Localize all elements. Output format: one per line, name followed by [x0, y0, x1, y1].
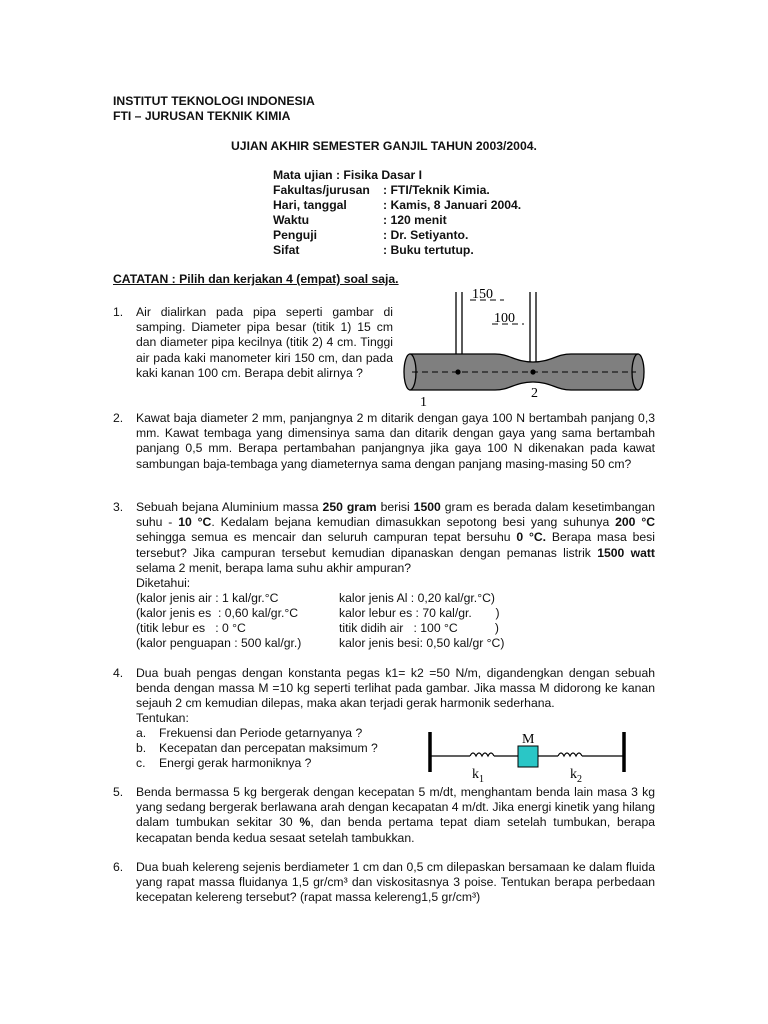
given-heading: Diketahui: — [136, 576, 191, 590]
k1-label: $k_1$ — [472, 767, 484, 785]
meta-value: : Dr. Setiyanto. — [383, 228, 469, 242]
question-text: Dua buah kelereng sejenis berdiameter 1 cm dan 0,5 cm dilepaskan bersamaan ke dalam fluida yang rapat massa fluidanya 1,5 gr/cm³ dan viskositasnya 3 poise. Tentukan berapa perbedaan kecepatan kelereng tersebut? (rapat massa kelereng1,5 gr/cm³) — [136, 860, 655, 905]
meta-row — [273, 228, 468, 243]
given-left: (titik lebur es : 0 °C — [136, 621, 246, 635]
tentukan-label: Tentukan: — [136, 711, 189, 725]
question-text: Sebuah bejana Aluminium massa 250 gram berisi 1500 gram es berada dalam kesetimbangan suhu - 10 °C. Kedalam bejana kemudian dimasukkan sepotong besi yang suhunya 200 °C sehingga semua es mencair dan seluruh campuran tepat bersuhu 0 °C. Berapa masa besi tersebut? Jika campuran tersebut kemudian dipanaskan dengan pemanas listrik 1500 watt selama 2 menit, berapa lama suhu akhir ampuran? — [136, 500, 656, 575]
sub-question-a: a. Frekuensi dan Periode getarnyanya ? — [136, 726, 363, 740]
meta-key: Penguji — [273, 228, 318, 242]
question-number: 4. — [113, 666, 124, 680]
question-3 — [113, 500, 655, 576]
question-text: Kawat baja diameter 2 mm, panjangnya 2 m ditarik dengan gaya 100 N bertambah panjang 0,3 mm. Kawat tembaga yang dimensinya sama dan ditarik dengan gaya yang sama bertambah panjang 0,5 mm. Berapa pertambahan panjangnya jika gaya 100 N dikenakan pada kawat sambungan baja-tembaga yang diameternya sama dengan panjang masing-masing 50 cm? — [136, 411, 655, 471]
left-manometer-tube — [456, 292, 462, 354]
given-right: kalor lebur es : 70 kal/gr. ) — [339, 606, 500, 620]
given-left: (kalor jenis air : 1 kal/gr.°C — [136, 591, 279, 605]
point-2-marker — [530, 369, 535, 374]
sub-question-c: c. Energi gerak harmoniknya ? — [136, 756, 312, 770]
question-number: 5. — [113, 785, 124, 799]
question-6 — [113, 860, 655, 906]
meta-row — [273, 198, 521, 213]
question-text: Benda bermassa 5 kg bergerak dengan kecepatan 5 m/dt, menghantam benda lain masa 3 kg yang sedang bergerak berlawana arah dengan kecapatan 4 m/dt. Jika energi kinetik yang hilang dalam tumbukan sekitar 30 %, dan benda pertama tepat diam setelah tumbukan, berapa kecapatan benda kedua sesaat setelah tambukkan. — [136, 785, 655, 845]
height-label-150: 150 — [472, 287, 493, 302]
institute-name: INSTITUT TEKNOLOGI INDONESIA — [113, 94, 315, 108]
question-4 — [113, 666, 655, 712]
spring-mass-figure — [422, 728, 632, 790]
height-label-100: 100 — [494, 311, 515, 326]
meta-key: Sifat — [273, 243, 300, 257]
meta-row — [273, 213, 447, 228]
venturi-pipe-figure — [400, 282, 660, 410]
mass-label: M — [522, 732, 535, 747]
instruction-note: CATATAN : Pilih dan kerjakan 4 (empat) soal saja. — [113, 272, 399, 286]
department-name: FTI – JURUSAN TEKNIK KIMIA — [113, 109, 291, 123]
question-number: 2. — [113, 411, 124, 425]
exam-subject: Mata ujian : Fisika Dasar I — [273, 168, 423, 182]
meta-value: : Kamis, 8 Januari 2004. — [383, 198, 522, 212]
given-left: (kalor penguapan : 500 kal/gr.) — [136, 636, 302, 650]
mass-block — [518, 746, 538, 767]
meta-row — [273, 183, 490, 198]
question-number: 6. — [113, 860, 124, 874]
question-text: Dua buah pengas dengan konstanta pegas k1= k2 =50 N/m, digandengkan dengan sebuah benda dengan massa M =10 kg seperti terlihat pada gambar. Jika massa M didorong ke kanan sejauh 2 cm kemudian dilepas, maka akan terjadi gerak harmonik sederhana. — [136, 666, 655, 711]
meta-key: Waktu — [273, 213, 310, 227]
given-right: kalor jenis Al : 0,20 kal/gr.°C) — [339, 591, 495, 605]
meta-value: : 120 menit — [383, 213, 447, 227]
point-1-label: 1 — [420, 395, 427, 410]
right-manometer-tube — [530, 292, 536, 364]
given-right: kalor jenis besi: 0,50 kal/gr °C) — [339, 636, 505, 650]
question-number: 1. — [113, 305, 124, 319]
meta-row — [273, 243, 474, 258]
question-number: 3. — [113, 500, 124, 514]
k2-label: $k_2$ — [570, 767, 582, 785]
given-left: (kalor jenis es : 0,60 kal/gr.°C — [136, 606, 299, 620]
meta-key: Fakultas/jurusan — [273, 183, 370, 197]
meta-key: Hari, tanggal — [273, 198, 347, 212]
point-1-marker — [455, 369, 460, 374]
question-text: Air dialirkan pada pipa seperti gambar di samping. Diameter pipa besar (titik 1) 15 cm dan diameter pipa kecilnya (titik 2) 4 cm. Tinggi air pada kaki manometer kiri 150 cm, dan pada kaki kanan 100 cm. Berapa debit alirnya ? — [136, 305, 393, 380]
sub-question-b: b. Kecepatan dan percepatan maksimum ? — [136, 741, 378, 755]
question-5 — [113, 785, 655, 846]
meta-value: : Buku tertutup. — [383, 243, 474, 257]
given-right: titik didih air : 100 °C ) — [339, 621, 499, 635]
exam-title: UJIAN AKHIR SEMESTER GANJIL TAHUN 2003/2004. — [231, 139, 537, 153]
question-1 — [113, 305, 393, 381]
question-2 — [113, 411, 655, 472]
spring-k2 — [558, 753, 582, 756]
spring-k1 — [470, 753, 494, 756]
meta-value: : FTI/Teknik Kimia. — [383, 183, 490, 197]
point-2-label: 2 — [531, 386, 538, 401]
